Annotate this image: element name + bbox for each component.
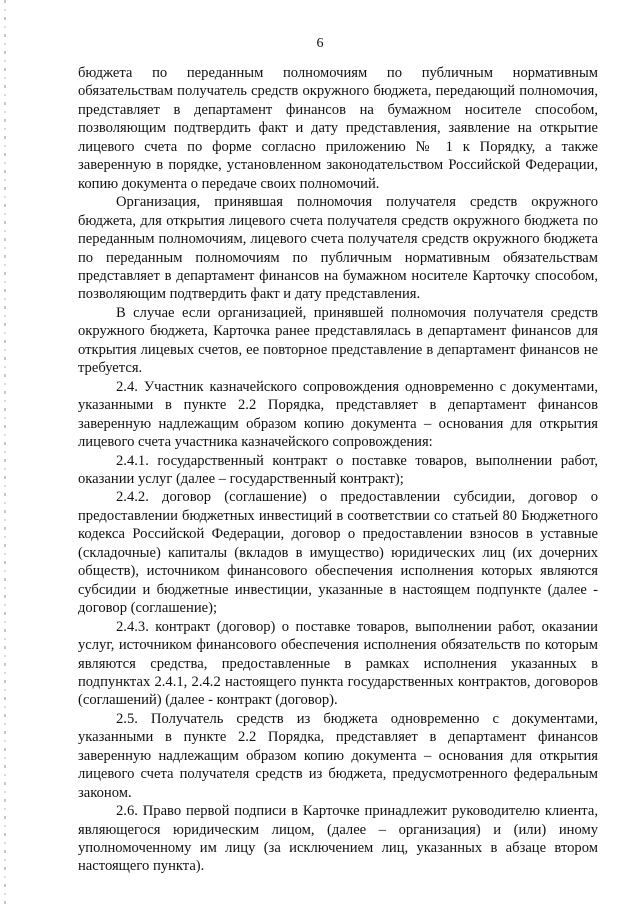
paragraph-2-5: 2.5. Получатель средств из бюджета одновременно с документами, указанными в пункте 2.2 Порядка, представляет в департамент финансов заверенную надлежащим образом копию документа – основания для открытия лицевого счета получателя средств из бюджета, предусмотренного федеральным законом. [78, 710, 598, 801]
document-body [78, 64, 598, 876]
paragraph-repeat-card: В случае если организацией, принявшей полномочия получателя средств окружного бюджета, Карточка ранее представлялась в департамент финансов для открытия лицевых счетов, ее повторное представление в департамент финансов не требуется. [78, 304, 598, 377]
paragraph-2-4-2: 2.4.2. договор (соглашение) о предоставлении субсидии, договор о предоставлении бюджетных инвестиций в соответствии со статьей 80 Бюджетного кодекса Российской Федерации, договор о предоставлении взносов в уставные (складочные) капиталы (вкладов в имущество) юридических лиц (их дочерних обществ), источником финансового обеспечения исполнения которых являются субсидии и бюджетные инвестиции, указанные в настоящем подпункте (далее - договор (соглашение); [78, 489, 598, 617]
paragraph-2-6: 2.6. Право первой подписи в Карточке принадлежит руководителю клиента, являющегося юридическим лицом, (далее – организация) и (или) иному уполномоченному им лицу (за исключением лиц, указанных в абзаце втором настоящего пункта). [78, 803, 598, 875]
paragraph-organization: Организация, принявшая полномочия получателя средств окружного бюджета, для открытия лицевого счета получателя средств окружного бюджета по переданным полномочиям, лицевого счета получателя средств окружного бюджета по переданным полномочиям по публичным нормативным обязательствам представляет в департамент финансов на бумажном носителе Карточку способом, позволяющим подтвердить факт и дату представления. [78, 194, 598, 303]
paragraph-2-4: 2.4. Участник казначейского сопровождения одновременно с документами, указанными в пункте 2.2 Порядка, представляет в департамент финансов заверенную надлежащим образом копию документа – основания для открытия лицевого счета участника казначейского сопровождения: [78, 378, 598, 451]
scan-binding-edge [4, 0, 6, 905]
page-number: 6 [316, 36, 324, 51]
paragraph-2-4-3: 2.4.3. контракт (договор) о поставке товаров, выполнении работ, оказании услуг, источником финансового обеспечения исполнения обязательств по которым являются средства, предоставленные в рамках исполнения указанных в подпунктах 2.4.1, 2.4.2 настоящего пункта государственных контрактов, договоров (соглашений) (далее - контракт (договор). [78, 618, 598, 709]
paragraph-continuation: бюджета по переданным полномочиям по публичным нормативным обязательствам получатель средств окружного бюджета, передающий полномочия, представляет в департамент финансов на бумажном носителе способом, позволяющим подтвердить факт и дату представления, заявление на открытие лицевого счета по форме согласно приложению № 1 к Порядку, а также заверенную в порядке, установленном законодательством Российской Федерации, копию документа о передаче своих полномочий. [78, 65, 598, 192]
paragraph-2-4-1: 2.4.1. государственный контракт о поставке товаров, выполнении работ, оказании услуг (далее – государственный контракт); [78, 452, 598, 487]
